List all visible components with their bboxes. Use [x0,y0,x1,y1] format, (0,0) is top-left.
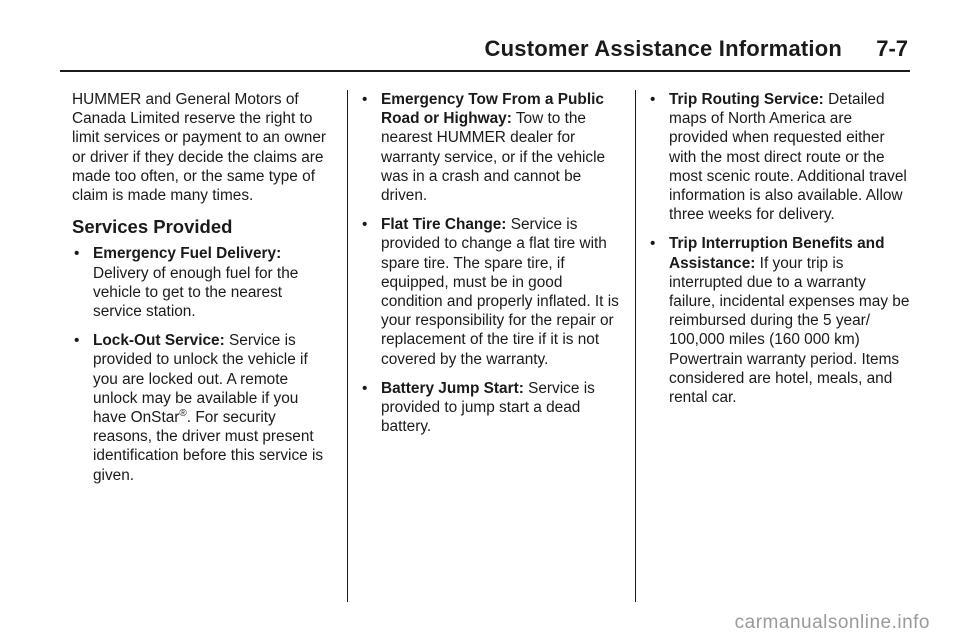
item-text-continued: . For security reasons, the driver must present identification before this service is given. [93,409,324,484]
services-list [72,244,334,484]
bullet-icon: • [362,91,368,108]
bullet-icon: • [74,332,80,350]
registered-mark: ® [179,407,187,419]
bullet-icon: • [362,216,368,234]
bullet-icon: • [74,245,80,263]
list-item [360,215,622,369]
section-heading: Services Provided [72,216,233,238]
services-list [360,90,622,436]
item-term: Flat Tire Change: [381,216,507,234]
page-title: Customer Assistance Information [484,36,842,61]
list-item [648,234,910,407]
item-text: Service is provided to change a flat tire with spare tire. The spare tire, if equipped, must be in good condition and properly inflated. It is your responsibility for the repair or replacement of the tire if it is not covered by the warranty. [381,216,619,368]
services-list [648,90,910,407]
header-divider [60,70,910,72]
item-text: Tow to the nearest HUMMER dealer for warranty service, or if the vehicle was in a crash and cannot be driven. [381,110,606,205]
intro-paragraph: HUMMER and General Motors of Canada Limited reserve the right to limit services or payment to an owner or driver if they decide the claims are made too often, or the same type of claim is made many times. [72,91,327,205]
item-term: Emergency Tow From a Public Road or Highway: [381,91,604,128]
list-item [72,244,334,321]
item-term: Lock-Out Service: [93,332,225,350]
item-term: Emergency Fuel Delivery: [93,245,282,263]
bullet-icon: • [650,235,656,253]
item-text: Detailed maps of North America are provided when requested either with the most direct route or the most scenic route. Additional travel information is also available. Allow three weeks for delivery. [669,91,907,224]
item-text: If your trip is interrupted due to a warranty failure, incidental expenses may be reimbursed during the 5 year/ 100,000 miles (160 000 km) Powertrain warranty period. Items considered are hotel, meals, and rental car. [669,254,910,407]
page-header [0,36,960,72]
watermark: carmanualsonline.info [734,612,930,633]
page-number: 7-7 [876,36,908,61]
item-term: Battery Jump Start: [381,379,524,397]
item-text: Service is provided to jump start a dead battery. [381,379,595,436]
column-2 [360,90,622,446]
column-1 [72,90,334,495]
bullet-icon: • [362,379,368,397]
column-3 [648,90,910,417]
item-term: Trip Interruption Benefits and Assistance: [669,235,885,272]
item-term: Trip Routing Service: [669,91,824,108]
list-item [72,331,334,485]
list-item [360,379,622,437]
item-text: Service is provided to unlock the vehicle if you are locked out. A remote unlock may be available if you have OnStar [93,332,308,427]
list-item [648,90,910,224]
item-text: Delivery of enough fuel for the vehicle to get to the nearest service station. [93,264,299,321]
bullet-icon: • [650,91,656,108]
column-divider-1 [347,90,348,602]
column-divider-2 [635,90,636,602]
list-item [360,90,622,205]
